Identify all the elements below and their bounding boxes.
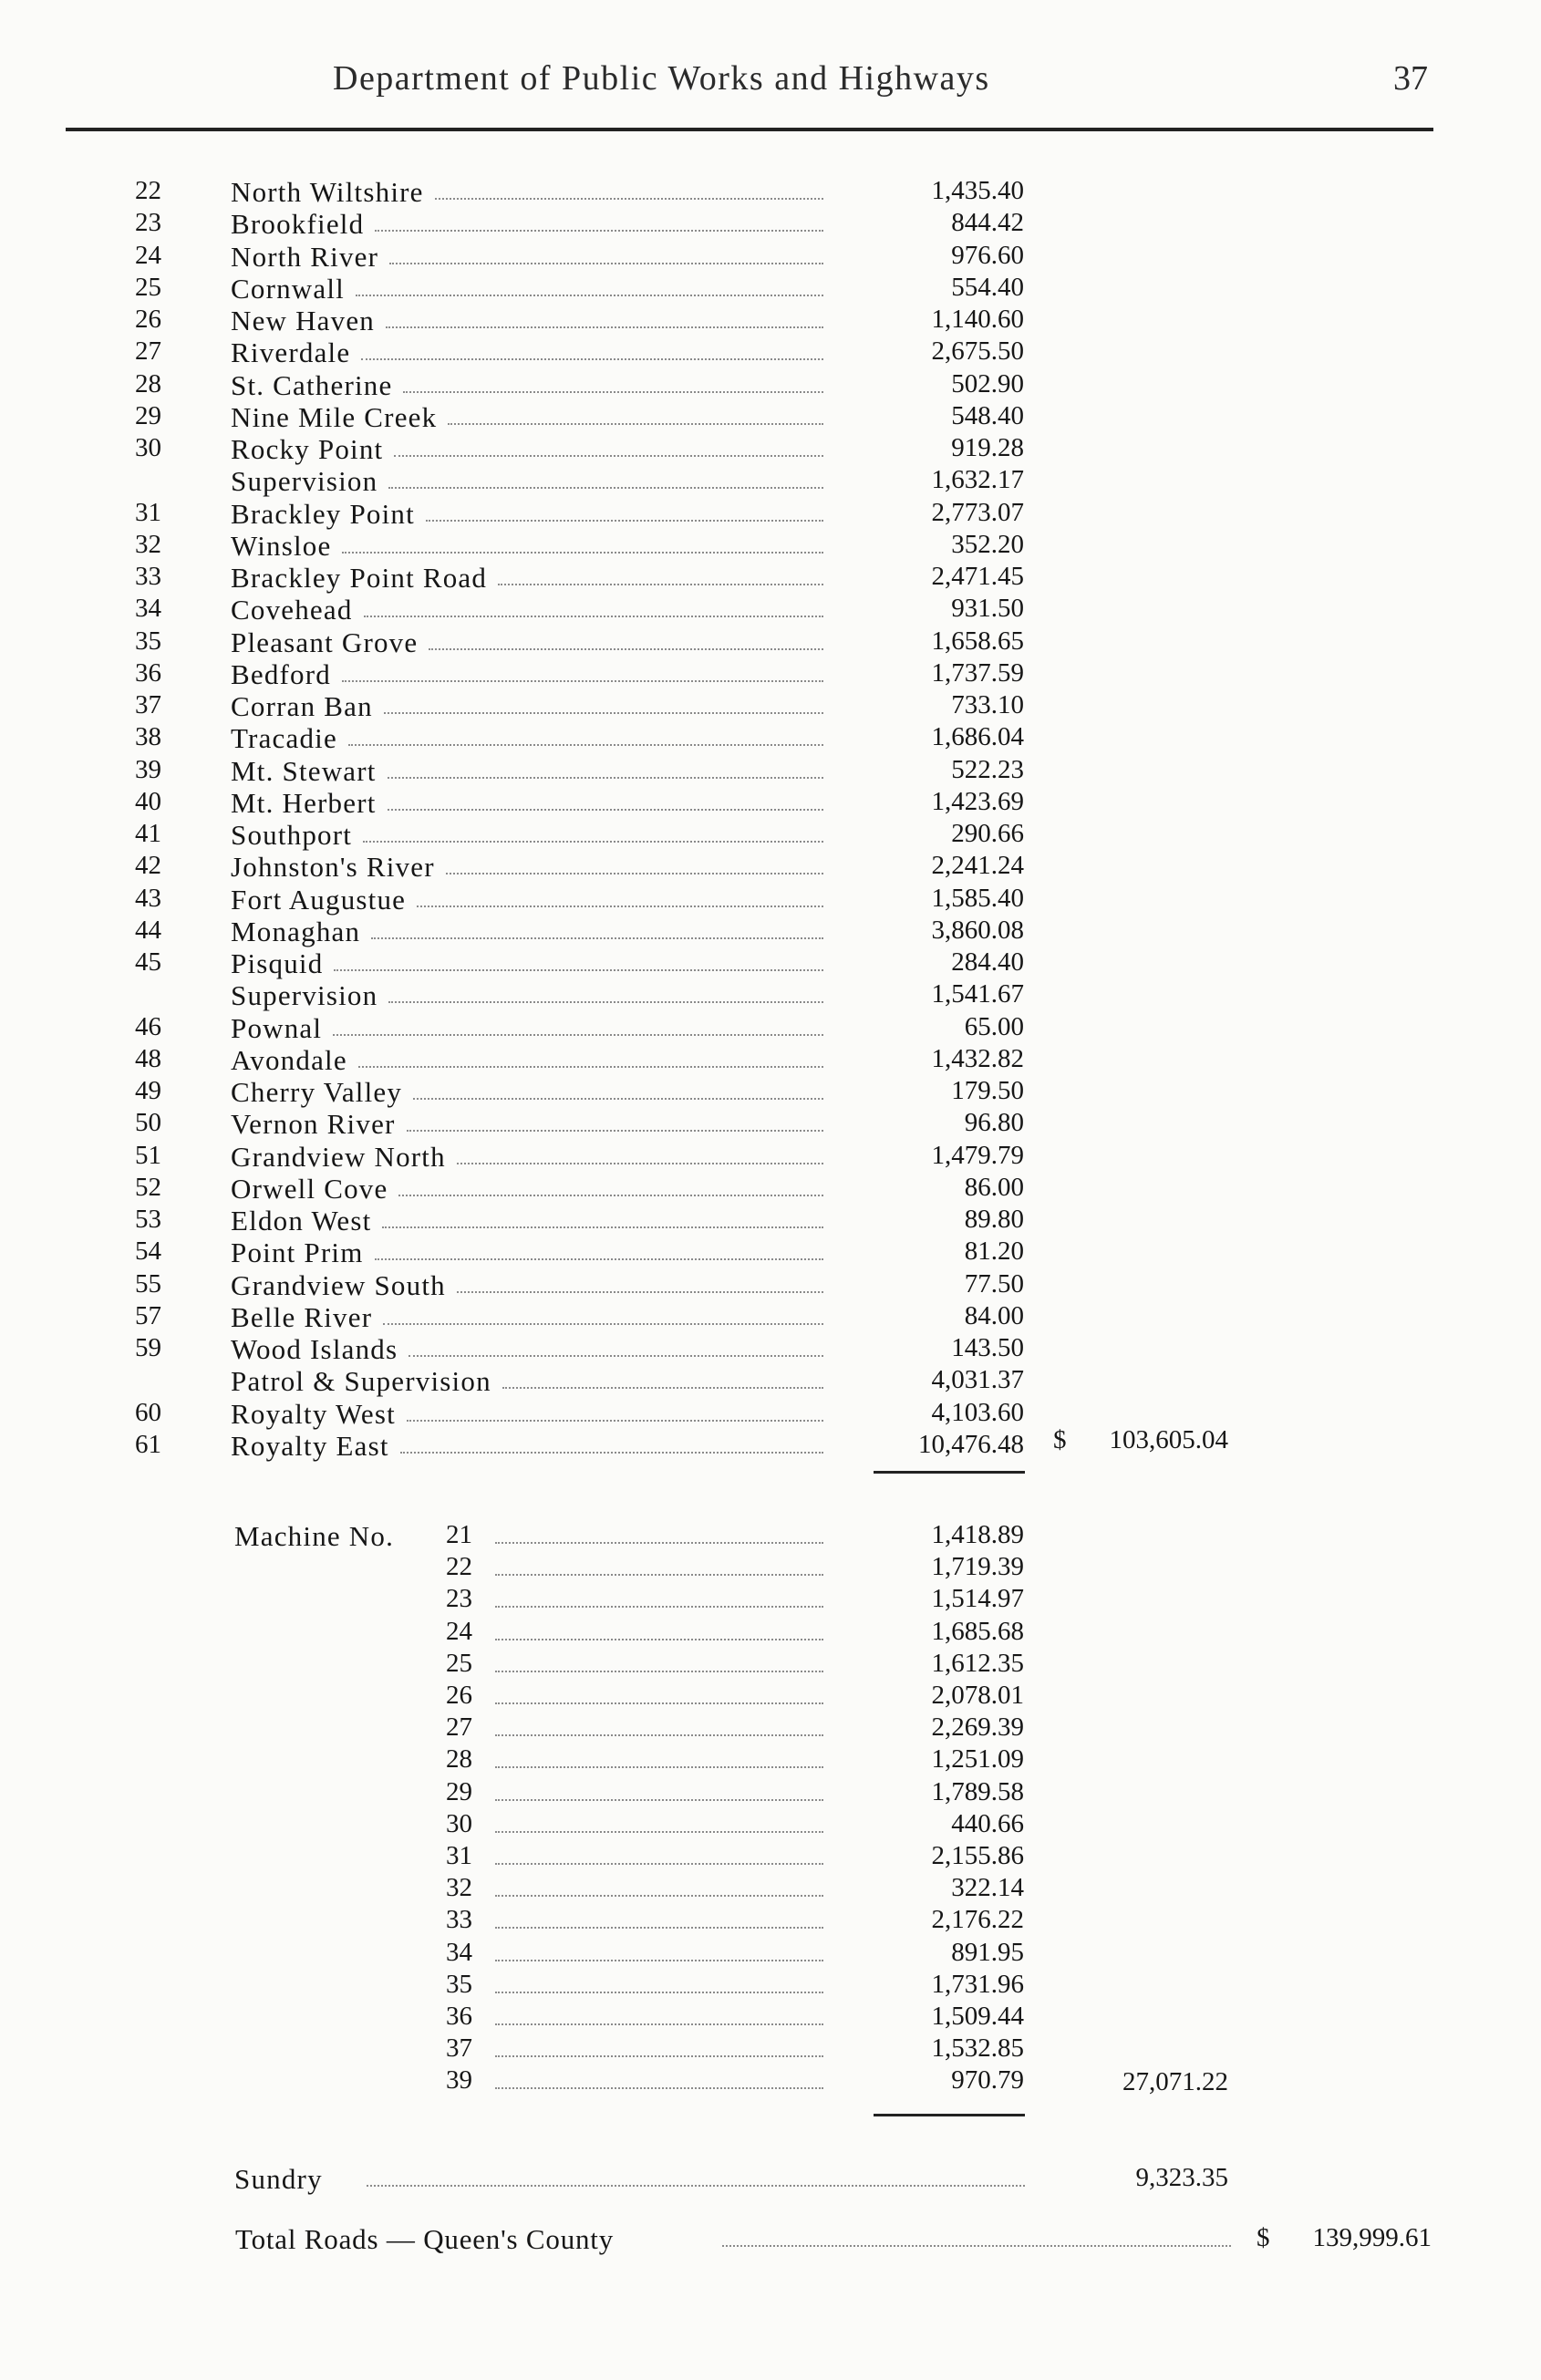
district-name: Winsloe xyxy=(231,530,332,562)
district-amount: 2,773.07 xyxy=(931,498,1024,527)
district-name: Riverdale xyxy=(231,336,351,368)
district-row xyxy=(0,1108,1541,1140)
district-row xyxy=(0,305,1541,336)
district-amount: 10,476.48 xyxy=(918,1430,1024,1459)
machine-number: 21 xyxy=(446,1520,472,1549)
machine-row xyxy=(0,1744,1541,1776)
district-amount: 4,103.60 xyxy=(931,1398,1024,1427)
district-row xyxy=(0,369,1541,401)
dot-leader xyxy=(388,487,823,489)
district-name: Mt. Stewart xyxy=(231,755,377,787)
district-number: 44 xyxy=(135,916,161,945)
district-name: Royalty West xyxy=(231,1398,396,1430)
dot-leader xyxy=(495,1960,823,1961)
dot-leader xyxy=(389,263,823,264)
district-name: Belle River xyxy=(231,1301,373,1333)
district-amount: 1,479.79 xyxy=(931,1141,1024,1170)
machine-amount: 1,731.96 xyxy=(931,1970,1024,1999)
district-number: 35 xyxy=(135,626,161,656)
district-row xyxy=(0,1076,1541,1108)
machine-number: 26 xyxy=(446,1681,472,1710)
district-amount: 290.66 xyxy=(951,819,1024,848)
machine-amount: 1,719.39 xyxy=(931,1552,1024,1581)
dot-leader xyxy=(495,1702,823,1704)
district-amount: 1,423.69 xyxy=(931,787,1024,816)
district-number: 40 xyxy=(135,787,161,816)
machine-row xyxy=(0,2033,1541,2065)
dot-leader xyxy=(356,295,823,296)
district-row xyxy=(0,1301,1541,1333)
district-amount: 522.23 xyxy=(951,755,1024,784)
district-row xyxy=(0,530,1541,562)
district-name: Eldon West xyxy=(231,1205,372,1237)
dot-leader xyxy=(363,841,823,843)
district-name: Southport xyxy=(231,819,353,851)
district-row xyxy=(0,787,1541,819)
machine-number: 29 xyxy=(446,1777,472,1806)
districts-total-currency: $ xyxy=(1053,1425,1067,1454)
dot-leader xyxy=(409,1355,823,1357)
district-number: 41 xyxy=(135,819,161,848)
machine-amount: 1,418.89 xyxy=(931,1520,1024,1549)
district-name: Brackley Point xyxy=(231,498,415,530)
district-number: 39 xyxy=(135,755,161,784)
district-number: 32 xyxy=(135,530,161,559)
district-row xyxy=(0,947,1541,979)
dot-leader xyxy=(403,391,823,393)
districts-sum-line xyxy=(874,1471,1025,1474)
dot-leader xyxy=(435,198,823,200)
district-amount: 179.50 xyxy=(951,1076,1024,1105)
dot-leader xyxy=(429,648,823,650)
dot-leader xyxy=(495,2087,823,2089)
dot-leader xyxy=(382,1226,823,1228)
machine-row xyxy=(0,1841,1541,1873)
district-number: 55 xyxy=(135,1269,161,1299)
district-row xyxy=(0,658,1541,690)
machine-amount: 1,685.68 xyxy=(931,1617,1024,1646)
dot-leader xyxy=(358,1066,823,1068)
dot-leader xyxy=(407,1420,823,1422)
machine-number: 22 xyxy=(446,1552,472,1581)
district-amount: 352.20 xyxy=(951,530,1024,559)
district-number: 27 xyxy=(135,336,161,366)
machine-amount: 2,078.01 xyxy=(931,1681,1024,1710)
district-name: Brookfield xyxy=(231,208,365,240)
district-row xyxy=(0,498,1541,530)
header-rule xyxy=(66,128,1433,131)
district-name: Grandview North xyxy=(231,1141,446,1173)
district-amount: 81.20 xyxy=(964,1237,1024,1266)
dot-leader xyxy=(388,777,823,779)
dot-leader xyxy=(448,423,823,425)
machine-amount: 2,269.39 xyxy=(931,1713,1024,1742)
dot-leader xyxy=(495,1639,823,1640)
district-name: Wood Islands xyxy=(231,1333,398,1365)
machine-number: 32 xyxy=(446,1873,472,1902)
machine-row xyxy=(0,2065,1541,2097)
district-number: 59 xyxy=(135,1333,161,1362)
district-row xyxy=(0,465,1541,497)
district-row xyxy=(0,626,1541,658)
machine-amount: 440.66 xyxy=(951,1809,1024,1838)
district-amount: 96.80 xyxy=(964,1108,1024,1137)
district-row xyxy=(0,433,1541,465)
district-row xyxy=(0,176,1541,208)
district-name: New Haven xyxy=(231,305,375,336)
machine-number: 39 xyxy=(446,2065,472,2095)
district-name: Tracadie xyxy=(231,722,337,754)
district-name: Monaghan xyxy=(231,916,361,947)
district-name: Supervision xyxy=(231,465,378,497)
dot-leader xyxy=(342,552,823,554)
district-amount: 1,658.65 xyxy=(931,626,1024,656)
district-name: Bedford xyxy=(231,658,331,690)
district-number: 48 xyxy=(135,1044,161,1073)
district-number: 61 xyxy=(135,1430,161,1459)
district-row xyxy=(0,208,1541,240)
district-number: 28 xyxy=(135,369,161,398)
dot-leader xyxy=(383,1323,823,1325)
machine-row xyxy=(0,1681,1541,1713)
dot-leader xyxy=(495,1574,823,1576)
district-amount: 2,241.24 xyxy=(931,851,1024,880)
sundry-label: Sundry xyxy=(234,2163,323,2195)
district-amount: 1,140.60 xyxy=(931,305,1024,334)
machine-amount: 1,509.44 xyxy=(931,2002,1024,2031)
machine-row xyxy=(0,2002,1541,2033)
district-row xyxy=(0,1205,1541,1237)
dot-leader xyxy=(457,1163,823,1164)
dot-leader xyxy=(495,1734,823,1736)
page-number: 37 xyxy=(1393,59,1428,98)
dot-leader xyxy=(457,1291,823,1293)
dot-leader xyxy=(361,358,823,360)
machine-row xyxy=(0,1809,1541,1841)
dot-leader xyxy=(375,1258,823,1260)
district-row xyxy=(0,722,1541,754)
dot-leader xyxy=(348,744,823,746)
sundry-leader xyxy=(367,2185,1025,2187)
dot-leader xyxy=(502,1387,823,1389)
dot-leader xyxy=(384,712,823,714)
district-amount: 1,541.67 xyxy=(931,979,1024,1009)
district-number: 49 xyxy=(135,1076,161,1105)
machine-amount: 970.79 xyxy=(951,2065,1024,2095)
machine-number: 33 xyxy=(446,1905,472,1934)
district-number: 54 xyxy=(135,1237,161,1266)
district-number: 33 xyxy=(135,562,161,591)
machine-row xyxy=(0,1649,1541,1681)
district-name: Vernon River xyxy=(231,1108,396,1140)
dot-leader xyxy=(334,969,823,971)
grand-total-amount: 139,999.61 xyxy=(1312,2223,1432,2252)
district-number: 42 xyxy=(135,851,161,880)
machine-row xyxy=(0,1713,1541,1744)
dot-leader xyxy=(495,2055,823,2057)
machine-amount: 2,155.86 xyxy=(931,1841,1024,1870)
district-row xyxy=(0,241,1541,273)
district-name: Patrol & Supervision xyxy=(231,1365,491,1397)
dot-leader xyxy=(495,1927,823,1929)
district-name: North River xyxy=(231,241,379,273)
district-row xyxy=(0,1141,1541,1173)
dot-leader xyxy=(495,1671,823,1672)
district-amount: 143.50 xyxy=(951,1333,1024,1362)
machines-sum-line xyxy=(874,2114,1025,2116)
machine-row xyxy=(0,1905,1541,1937)
district-amount: 4,031.37 xyxy=(931,1365,1024,1394)
machine-amount: 891.95 xyxy=(951,1938,1024,1967)
district-amount: 919.28 xyxy=(951,433,1024,462)
dot-leader xyxy=(417,905,823,907)
dot-leader xyxy=(495,1542,823,1544)
dot-leader xyxy=(388,1001,823,1003)
district-row xyxy=(0,594,1541,626)
machine-amount: 322.14 xyxy=(951,1873,1024,1902)
district-number: 46 xyxy=(135,1012,161,1041)
district-amount: 1,737.59 xyxy=(931,658,1024,688)
district-amount: 284.40 xyxy=(951,947,1024,977)
machine-row xyxy=(0,1970,1541,2002)
district-name: Point Prim xyxy=(231,1237,364,1268)
district-name: Grandview South xyxy=(231,1269,446,1301)
district-amount: 2,675.50 xyxy=(931,336,1024,366)
district-number: 29 xyxy=(135,401,161,430)
district-name: North Wiltshire xyxy=(231,176,424,208)
district-number: 30 xyxy=(135,433,161,462)
district-row xyxy=(0,690,1541,722)
dot-leader xyxy=(426,520,823,522)
district-name: Pisquid xyxy=(231,947,324,979)
machine-amount: 1,532.85 xyxy=(931,2033,1024,2063)
machine-amount: 1,789.58 xyxy=(931,1777,1024,1806)
machine-row xyxy=(0,1938,1541,1970)
dot-leader xyxy=(413,1098,823,1100)
district-row xyxy=(0,1430,1541,1462)
district-amount: 3,860.08 xyxy=(931,916,1024,945)
district-row xyxy=(0,916,1541,947)
district-name: Orwell Cove xyxy=(231,1173,388,1205)
district-number: 60 xyxy=(135,1398,161,1427)
district-name: Pleasant Grove xyxy=(231,626,419,658)
machine-number: 23 xyxy=(446,1584,472,1613)
district-name: Johnston's River xyxy=(231,851,435,883)
dot-leader xyxy=(364,616,823,617)
district-name: Covehead xyxy=(231,594,353,626)
dot-leader xyxy=(495,1766,823,1768)
dot-leader xyxy=(407,1130,823,1132)
machine-amount: 1,612.35 xyxy=(931,1649,1024,1678)
machine-number: 36 xyxy=(446,2002,472,2031)
district-number: 31 xyxy=(135,498,161,527)
district-amount: 548.40 xyxy=(951,401,1024,430)
dot-leader xyxy=(498,584,823,585)
dot-leader xyxy=(495,1606,823,1608)
district-amount: 86.00 xyxy=(964,1173,1024,1202)
machine-row xyxy=(0,1777,1541,1809)
district-name: Mt. Herbert xyxy=(231,787,377,819)
machines-total: 27,071.22 xyxy=(1122,2067,1228,2096)
machine-number: 28 xyxy=(446,1744,472,1774)
district-name: Brackley Point Road xyxy=(231,562,488,594)
district-number: 36 xyxy=(135,658,161,688)
district-amount: 733.10 xyxy=(951,690,1024,719)
district-number: 53 xyxy=(135,1205,161,1234)
district-name: Cherry Valley xyxy=(231,1076,403,1108)
dot-leader xyxy=(495,1799,823,1801)
dot-leader xyxy=(495,2023,823,2025)
machine-row xyxy=(0,1552,1541,1584)
machine-row xyxy=(0,1873,1541,1905)
grand-total-label: Total Roads — Queen's County xyxy=(235,2223,615,2255)
district-amount: 89.80 xyxy=(964,1205,1024,1234)
district-name: St. Catherine xyxy=(231,369,393,401)
machine-number: 27 xyxy=(446,1713,472,1742)
dot-leader xyxy=(446,873,823,874)
district-amount: 77.50 xyxy=(964,1269,1024,1299)
dot-leader xyxy=(342,680,823,682)
district-amount: 931.50 xyxy=(951,594,1024,623)
district-amount: 844.42 xyxy=(951,208,1024,237)
district-amount: 1,632.17 xyxy=(931,465,1024,494)
dot-leader xyxy=(386,326,823,328)
district-amount: 1,585.40 xyxy=(931,884,1024,913)
machine-label: Machine No. xyxy=(234,1520,395,1552)
dot-leader xyxy=(495,1895,823,1897)
district-row xyxy=(0,1365,1541,1397)
district-number: 43 xyxy=(135,884,161,913)
machine-number: 34 xyxy=(446,1938,472,1967)
machine-amount: 2,176.22 xyxy=(931,1905,1024,1934)
district-amount: 502.90 xyxy=(951,369,1024,398)
page-header xyxy=(0,58,1541,113)
district-number: 34 xyxy=(135,594,161,623)
district-row xyxy=(0,1398,1541,1430)
district-row xyxy=(0,1012,1541,1044)
district-row xyxy=(0,979,1541,1011)
district-number: 23 xyxy=(135,208,161,237)
district-row xyxy=(0,1237,1541,1268)
machine-row xyxy=(0,1617,1541,1649)
machine-amount: 1,251.09 xyxy=(931,1744,1024,1774)
dot-leader xyxy=(398,1195,823,1196)
machine-amount: 1,514.97 xyxy=(931,1584,1024,1613)
dot-leader xyxy=(394,455,823,457)
district-row xyxy=(0,884,1541,916)
dot-leader xyxy=(388,809,823,811)
district-name: Pownal xyxy=(231,1012,323,1044)
district-row xyxy=(0,1333,1541,1365)
dot-leader xyxy=(371,937,823,939)
district-row xyxy=(0,401,1541,433)
machine-number: 30 xyxy=(446,1809,472,1838)
district-row xyxy=(0,819,1541,851)
district-row xyxy=(0,1044,1541,1076)
machine-row xyxy=(0,1520,1541,1552)
districts-total: 103,605.04 xyxy=(1109,1425,1228,1454)
machine-row xyxy=(0,1584,1541,1616)
district-number: 25 xyxy=(135,273,161,302)
dot-leader xyxy=(495,1831,823,1833)
district-row xyxy=(0,1269,1541,1301)
district-number: 26 xyxy=(135,305,161,334)
district-name: Royalty East xyxy=(231,1430,389,1462)
district-row xyxy=(0,1173,1541,1205)
machine-number: 35 xyxy=(446,1970,472,1999)
district-row xyxy=(0,851,1541,883)
machine-number: 37 xyxy=(446,2033,472,2063)
district-amount: 1,435.40 xyxy=(931,176,1024,205)
district-amount: 1,432.82 xyxy=(931,1044,1024,1073)
dot-leader xyxy=(495,1863,823,1865)
dot-leader xyxy=(400,1452,823,1454)
district-number: 57 xyxy=(135,1301,161,1330)
district-amount: 554.40 xyxy=(951,273,1024,302)
district-name: Avondale xyxy=(231,1044,347,1076)
grand-total-leader xyxy=(722,2245,1231,2247)
dot-leader xyxy=(375,230,823,232)
district-row xyxy=(0,755,1541,787)
district-name: Nine Mile Creek xyxy=(231,401,438,433)
dot-leader xyxy=(495,1992,823,1993)
district-number: 45 xyxy=(135,947,161,977)
sundry-amount: 9,323.35 xyxy=(1135,2163,1228,2192)
dot-leader xyxy=(333,1034,823,1036)
district-amount: 84.00 xyxy=(964,1301,1024,1330)
district-name: Rocky Point xyxy=(231,433,384,465)
district-number: 52 xyxy=(135,1173,161,1202)
district-name: Corran Ban xyxy=(231,690,373,722)
district-name: Cornwall xyxy=(231,273,345,305)
page-title: Department of Public Works and Highways xyxy=(333,59,990,98)
district-row xyxy=(0,562,1541,594)
district-amount: 65.00 xyxy=(964,1012,1024,1041)
district-number: 38 xyxy=(135,722,161,751)
machine-number: 31 xyxy=(446,1841,472,1870)
grand-total-currency: $ xyxy=(1257,2223,1270,2252)
district-row xyxy=(0,273,1541,305)
district-row xyxy=(0,336,1541,368)
district-number: 51 xyxy=(135,1141,161,1170)
district-amount: 2,471.45 xyxy=(931,562,1024,591)
district-name: Fort Augustue xyxy=(231,884,407,916)
district-number: 50 xyxy=(135,1108,161,1137)
district-amount: 976.60 xyxy=(951,241,1024,270)
machine-number: 25 xyxy=(446,1649,472,1678)
district-number: 37 xyxy=(135,690,161,719)
district-number: 24 xyxy=(135,241,161,270)
district-name: Supervision xyxy=(231,979,378,1011)
machine-number: 24 xyxy=(446,1617,472,1646)
district-number: 22 xyxy=(135,176,161,205)
district-amount: 1,686.04 xyxy=(931,722,1024,751)
